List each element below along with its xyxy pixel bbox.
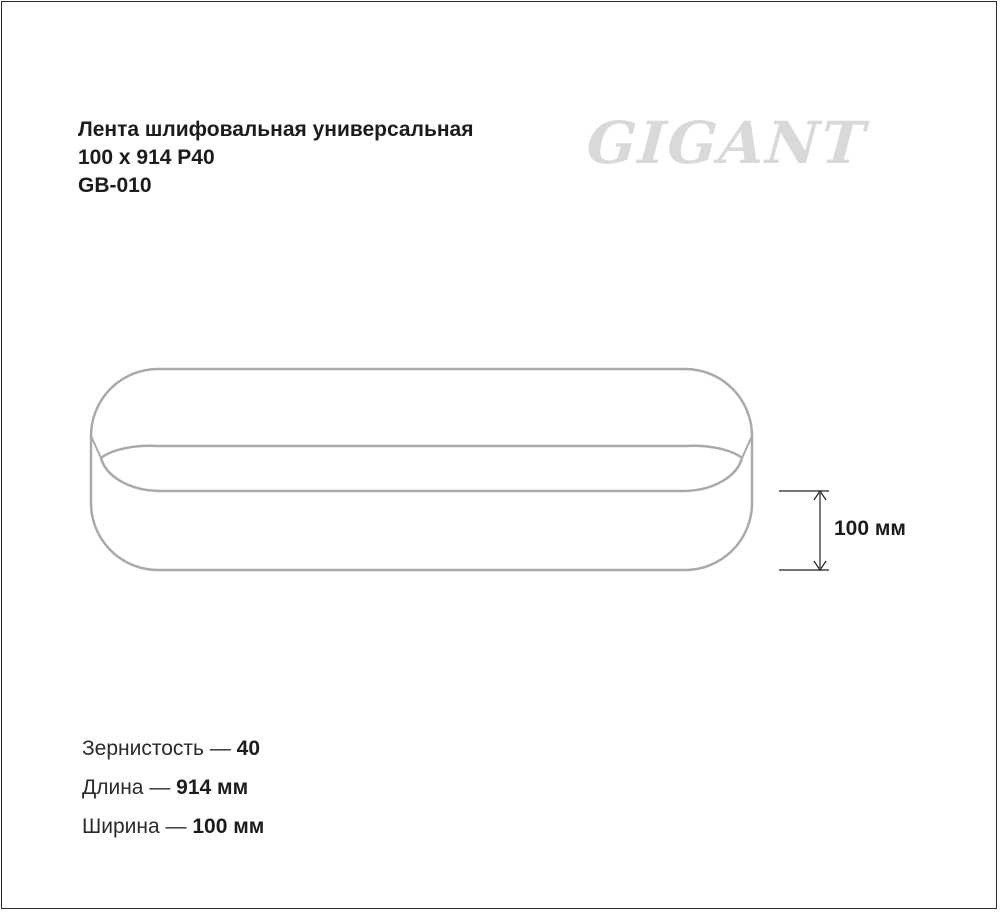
spec-value: 914 мм	[176, 776, 249, 799]
belt-right-edge	[742, 436, 752, 458]
belt-inner-outline	[101, 446, 742, 491]
product-article: GB-010	[78, 174, 152, 197]
spec-label: Ширина —	[82, 815, 187, 838]
product-size-grit: 100 x 914 P40	[78, 146, 215, 169]
spec-grit	[82, 736, 264, 775]
spec-length	[82, 775, 264, 814]
width-dimension-label: 100 мм	[834, 517, 906, 540]
spec-label: Длина —	[82, 776, 171, 799]
belt-left-edge	[91, 436, 101, 458]
product-name: Лента шлифовальная универсальная	[78, 118, 474, 141]
spec-value: 100 мм	[192, 815, 265, 838]
spec-width	[82, 814, 264, 853]
spec-label: Зернистость —	[82, 737, 231, 760]
spec-value: 40	[236, 737, 261, 760]
spec-list	[82, 736, 264, 853]
gigant-logo: GIGANT	[584, 109, 869, 177]
belt-outer-outline	[91, 369, 752, 570]
